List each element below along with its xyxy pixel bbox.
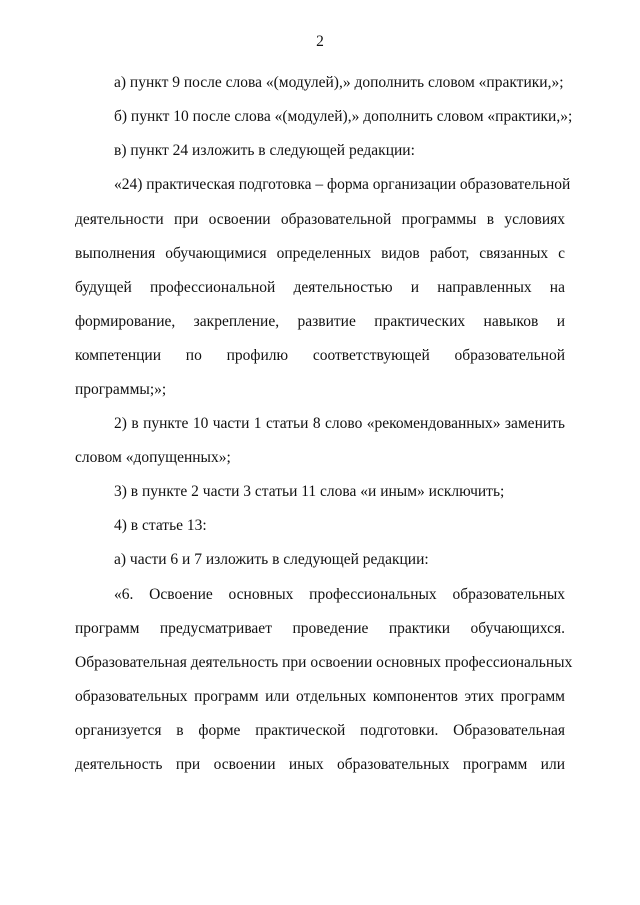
text-line: а) части 6 и 7 изложить в следующей редакции: [114,551,429,568]
text-line: 4) в статье 13: [114,517,207,534]
text-line: «24) практическая подготовка – форма организации образовательной [114,176,571,193]
text-line: 3) в пункте 2 части 3 статьи 11 слова «и иным» исключить; [114,483,505,500]
text-line: б) пункт 10 после слова «(модулей),» дополнить словом «практики,»; [114,108,573,125]
text-line: программ предусматривает проведение практики обучающихся. [75,620,565,637]
text-line: «6. Освоение основных профессиональных образовательных [114,586,565,603]
text-line: деятельность при освоении иных образовательных программ или [75,756,565,773]
text-line: программы;»; [75,381,167,398]
text-line: организуется в форме практической подготовки. Образовательная [75,722,565,739]
page-number: 2 [316,33,324,50]
text-line: а) пункт 9 после слова «(модулей),» дополнить словом «практики,»; [114,74,564,91]
text-line: будущей профессиональной деятельностью и направленных на [75,279,565,296]
text-line: выполнения обучающимися определенных видов работ, связанных с [75,245,565,262]
text-line: деятельности при освоении образовательной программы в условиях [75,211,565,228]
text-line: 2) в пункте 10 части 1 статьи 8 слово «рекомендованных» заменить [114,415,565,432]
text-line: в) пункт 24 изложить в следующей редакции: [114,142,415,159]
text-line: словом «допущенных»; [75,449,231,466]
text-line: компетенции по профилю соответствующей образовательной [75,347,565,364]
text-line: Образовательная деятельность при освоении основных профессиональных [75,654,573,671]
text-line: образовательных программ или отдельных компонентов этих программ [75,688,565,705]
text-line: формирование, закрепление, развитие практических навыков и [75,313,565,330]
